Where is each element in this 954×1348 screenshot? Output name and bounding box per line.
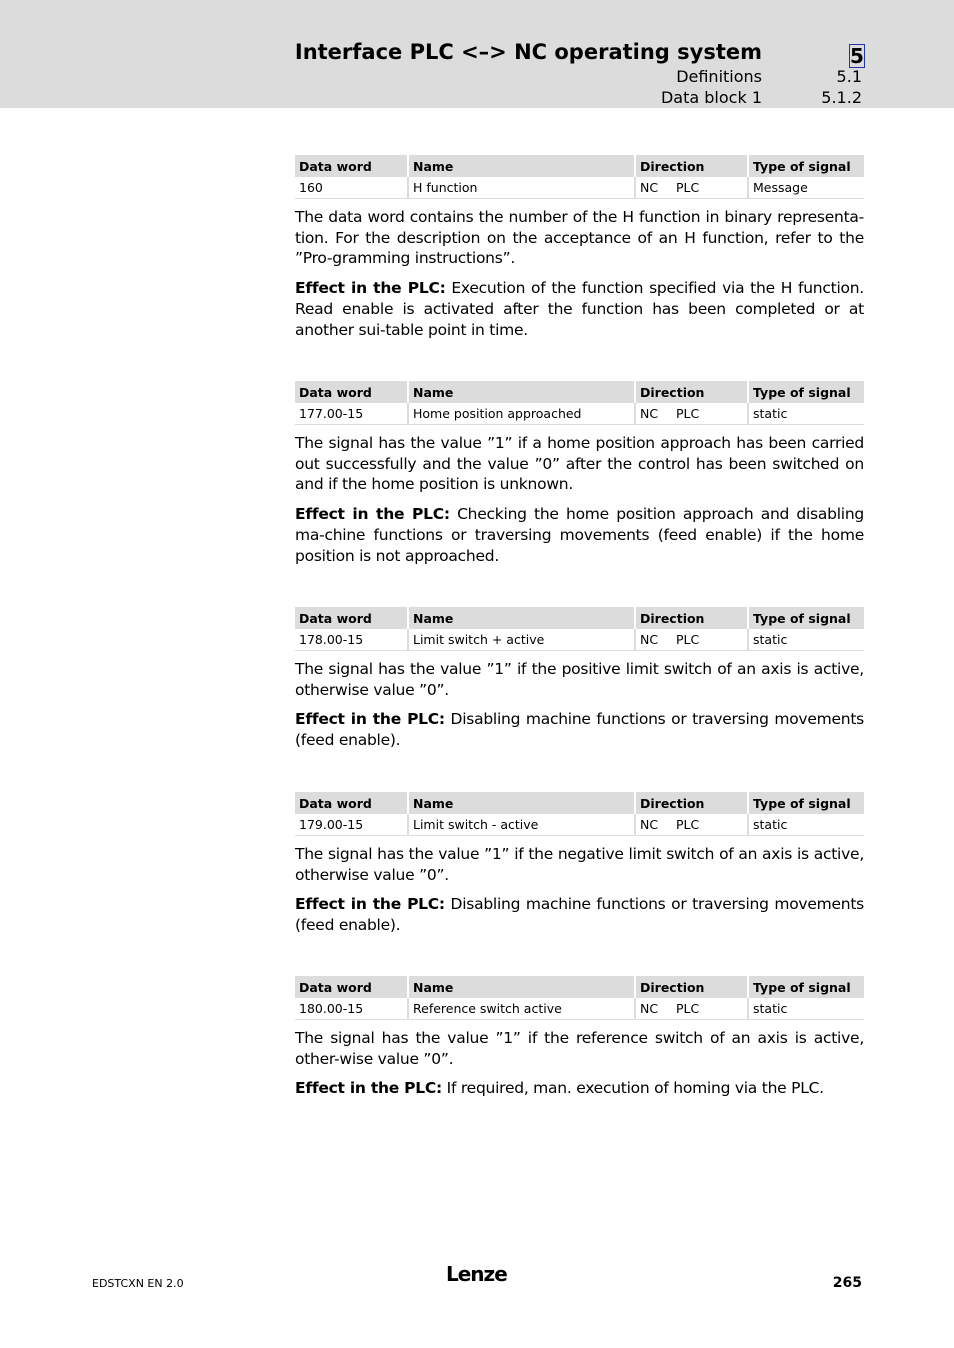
page-header xyxy=(0,0,954,108)
cell-direction xyxy=(635,403,748,425)
effect-label: Effect in the PLC: xyxy=(295,279,446,298)
col-type: Type of signal xyxy=(748,607,864,629)
signal-description: The signal has the value ”1” if a home position approach has been carried out successfully and the value ”0” after the control has been switched on and if the home position is unknown. xyxy=(295,434,864,494)
signal-block xyxy=(295,381,864,566)
effect-text: Checking the home position approach and disabling ma-chine functions or traversing movements (feed enable) if the home position is not approached. xyxy=(295,505,864,565)
col-direction: Direction xyxy=(635,155,748,177)
cell-name: H function xyxy=(408,177,635,199)
plc-effect xyxy=(295,709,864,750)
signal-table xyxy=(295,381,864,425)
table-row xyxy=(295,177,864,199)
col-direction: Direction xyxy=(635,976,748,998)
col-data-word: Data word xyxy=(295,607,408,629)
dir-to: PLC xyxy=(676,180,700,195)
col-data-word: Data word xyxy=(295,976,408,998)
effect-text: Disabling machine functions or traversing movements (feed enable). xyxy=(295,895,864,935)
plc-effect xyxy=(295,1078,864,1099)
col-data-word: Data word xyxy=(295,381,408,403)
col-name: Name xyxy=(408,792,635,814)
table-row xyxy=(295,403,864,425)
dir-to: PLC xyxy=(676,817,700,832)
cell-direction xyxy=(635,998,748,1020)
col-type: Type of signal xyxy=(748,792,864,814)
effect-text: Execution of the function specified via the H function. Read enable is activated after the function has been completed or at another sui-table point in time. xyxy=(295,279,864,339)
signal-description: The data word contains the number of the H function in binary representa-tion. For the description on the acceptance of an H function, refer to the ”Pro-gramming instructions”. xyxy=(295,208,864,268)
table-header-row xyxy=(295,976,864,998)
document-id: EDSTCXN EN 2.0 xyxy=(92,1277,184,1290)
table-row xyxy=(295,814,864,836)
cell-name: Reference switch active xyxy=(408,998,635,1020)
col-data-word: Data word xyxy=(295,155,408,177)
cell-name: Limit switch + active xyxy=(408,629,635,651)
signal-block xyxy=(295,155,864,340)
cell-direction xyxy=(635,814,748,836)
cell-data-word: 177.00-15 xyxy=(295,403,408,425)
chapter-title: Interface PLC <–> NC operating system xyxy=(294,40,762,64)
table-row xyxy=(295,629,864,651)
dir-from: NC xyxy=(640,817,659,832)
dir-to: PLC xyxy=(676,632,700,647)
page-number: 265 xyxy=(832,1275,862,1291)
dir-from: NC xyxy=(640,632,659,647)
table-header-row xyxy=(295,381,864,403)
subsection-number: 5.1.2 xyxy=(821,88,862,107)
cell-type: static xyxy=(748,629,864,651)
signal-description: The signal has the value ”1” if the negative limit switch of an axis is active, otherwise value ”0”. xyxy=(295,845,864,884)
cell-name: Limit switch - active xyxy=(408,814,635,836)
table-header-row xyxy=(295,607,864,629)
effect-label: Effect in the PLC: xyxy=(295,1079,442,1098)
table-row xyxy=(295,998,864,1020)
table-header-row xyxy=(295,792,864,814)
signal-description: The signal has the value ”1” if the positive limit switch of an axis is active, otherwise value ”0”. xyxy=(295,660,864,699)
dir-to: PLC xyxy=(676,1001,700,1016)
cell-type: static xyxy=(748,403,864,425)
effect-label: Effect in the PLC: xyxy=(295,895,445,914)
section-number: 5.1 xyxy=(836,67,862,86)
col-type: Type of signal xyxy=(748,155,864,177)
dir-from: NC xyxy=(640,180,659,195)
col-name: Name xyxy=(408,607,635,629)
section-label: Definitions xyxy=(676,67,762,86)
chapter-number-link[interactable]: 5 xyxy=(850,44,864,68)
signal-description: The signal has the value ”1” if the reference switch of an axis is active, other-wise value ”0”. xyxy=(295,1029,864,1068)
signal-block xyxy=(295,792,864,936)
cell-direction xyxy=(635,629,748,651)
plc-effect xyxy=(295,894,864,935)
signal-table xyxy=(295,607,864,651)
col-direction: Direction xyxy=(635,607,748,629)
cell-type: Message xyxy=(748,177,864,199)
cell-direction xyxy=(635,177,748,199)
dir-from: NC xyxy=(640,1001,659,1016)
cell-data-word: 160 xyxy=(295,177,408,199)
cell-type: static xyxy=(748,998,864,1020)
effect-text: If required, man. execution of homing via the PLC. xyxy=(442,1079,824,1098)
col-type: Type of signal xyxy=(748,381,864,403)
cell-data-word: 178.00-15 xyxy=(295,629,408,651)
col-name: Name xyxy=(408,155,635,177)
col-name: Name xyxy=(408,381,635,403)
signal-table xyxy=(295,155,864,199)
effect-label: Effect in the PLC: xyxy=(295,505,450,524)
signal-table xyxy=(295,792,864,836)
cell-data-word: 179.00-15 xyxy=(295,814,408,836)
dir-to: PLC xyxy=(676,406,700,421)
col-direction: Direction xyxy=(635,792,748,814)
cell-data-word: 180.00-15 xyxy=(295,998,408,1020)
signal-block xyxy=(295,607,864,751)
plc-effect xyxy=(295,278,864,340)
plc-effect xyxy=(295,504,864,566)
col-name: Name xyxy=(408,976,635,998)
effect-text: Disabling machine functions or traversing movements (feed enable). xyxy=(295,710,864,750)
col-direction: Direction xyxy=(635,381,748,403)
cell-type: static xyxy=(748,814,864,836)
dir-from: NC xyxy=(640,406,659,421)
lenze-logo: Lenze xyxy=(446,1262,507,1286)
signal-block xyxy=(295,976,864,1099)
col-data-word: Data word xyxy=(295,792,408,814)
subsection-label: Data block 1 xyxy=(660,88,762,107)
effect-label: Effect in the PLC: xyxy=(295,710,445,729)
signal-table xyxy=(295,976,864,1020)
col-type: Type of signal xyxy=(748,976,864,998)
cell-name: Home position approached xyxy=(408,403,635,425)
table-header-row xyxy=(295,155,864,177)
